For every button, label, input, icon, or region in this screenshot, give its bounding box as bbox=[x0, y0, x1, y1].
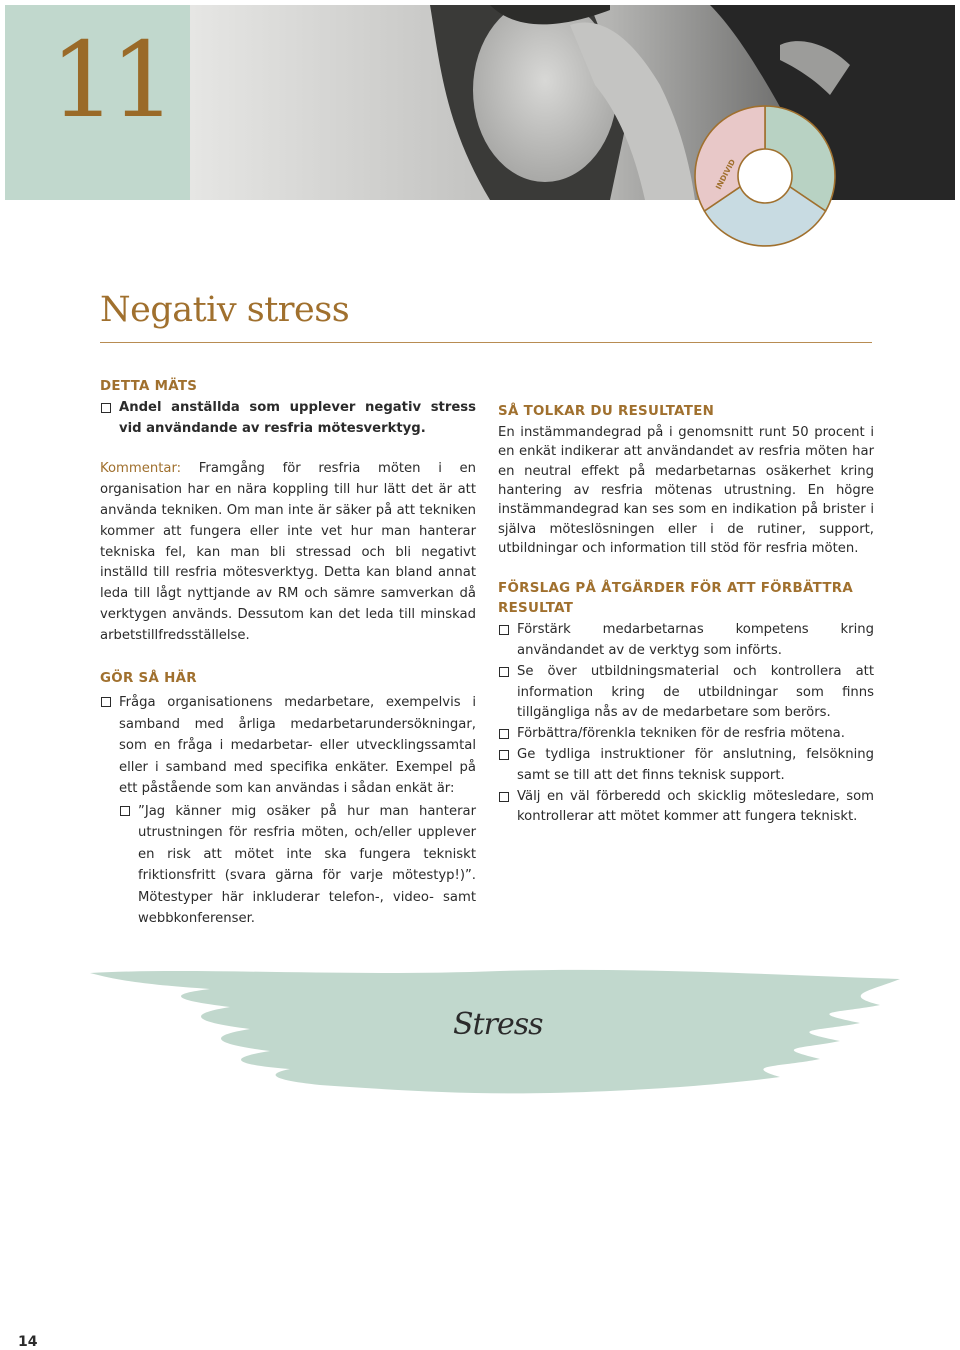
forslag-item bbox=[498, 745, 874, 787]
forslag-item bbox=[498, 724, 874, 745]
forslag-item-text: Ge tydliga instruktioner för anslutning, felsökning samt se till att det finns teknisk support. bbox=[517, 747, 874, 783]
checkbox-icon bbox=[499, 625, 509, 635]
kommentar-paragraph bbox=[100, 459, 476, 646]
wheel-label bbox=[706, 152, 746, 202]
gor-subitem bbox=[119, 801, 476, 930]
checkbox-icon bbox=[499, 667, 509, 677]
checkbox-icon bbox=[101, 697, 111, 707]
svg-text:INDIVID: INDIVID bbox=[713, 157, 738, 191]
detta-heading: DETTA MÄTS bbox=[100, 379, 198, 394]
checkbox-icon bbox=[101, 403, 111, 413]
forslag-heading: FÖRSLAG PÅ ÅTGÄRDER FÖR ATT FÖRBÄTTRA RESULTAT bbox=[498, 580, 854, 617]
gor-heading: GÖR SÅ HÄR bbox=[100, 670, 197, 686]
forslag-item-text: Förstärk medarbetarnas kompetens kring användandet av de verktyg som införts. bbox=[517, 622, 874, 659]
gor-item-text: Fråga organisationens medarbetare, exempelvis i samband med årliga medarbetarundersökningar, som en fråga i medarbetar- eller utvecklingssamtal eller i samband med specifika enkäter. Exempel på ett påstående som kan användas i sådan enkät är: bbox=[119, 695, 476, 797]
kommentar-text: Framgång för resfria möten i en organisation har en nära koppling till hur lätt det är att använda tekniken. Om man inte är säker på att tekniken kommer att fungera eller inte vet hur man hanterar tekniska fel, kan man bli stressad och bli negativt inställd till resfria mötesverktyg. Detta kan bland annat leda till lågt nyttjande av RM och sämre samverkan då verktygen används. Dessutom kan det leda till minskad arbetstillfredsställelse. bbox=[100, 461, 476, 643]
forslag-item-text: Förbättra/förenkla tekniken för de resfria mötena. bbox=[517, 726, 845, 742]
forslag-item bbox=[498, 620, 874, 662]
checkbox-icon bbox=[499, 750, 509, 760]
checkbox-icon bbox=[499, 729, 509, 739]
forslag-item-text: Välj en väl förberedd och skicklig mötesledare, som kontrollerar att mötet kommer att fungera tekniskt. bbox=[517, 788, 874, 825]
checkbox-icon bbox=[499, 792, 509, 802]
detta-item bbox=[100, 398, 476, 440]
right-column bbox=[498, 402, 874, 828]
tolkar-heading: SÅ TOLKAR DU RESULTATEN bbox=[498, 404, 715, 419]
forslag-item bbox=[498, 787, 874, 829]
chapter-number: 11 bbox=[50, 19, 171, 141]
tolkar-text: En instämmandegrad på i genomsnitt runt 50 procent i en enkät indikerar att användandet av resfria möten har en neutral effekt på medarbetarnas osäkerhet kring hantering av resfria mötenas utrustning. En högre instämmandegrad kan ses som en indikation på brister i själva möteslösningen eller i de rutiner, support, utbildningar och information till stöd för resfria möten. bbox=[498, 424, 874, 557]
page-title: Negativ stress bbox=[100, 290, 350, 330]
banner-label: Stress bbox=[453, 1007, 543, 1042]
gor-item bbox=[100, 692, 476, 800]
title-divider bbox=[100, 342, 872, 343]
left-column bbox=[100, 377, 476, 930]
forslag-item bbox=[498, 662, 874, 724]
forslag-list bbox=[498, 620, 874, 828]
kommentar-label: Kommentar: bbox=[100, 461, 182, 477]
header-photo bbox=[190, 5, 955, 200]
checkbox-icon bbox=[120, 806, 130, 816]
forslag-item-text: Se över utbildningsmaterial och kontrollera att information kring de utbildningar som finns tillgängliga nås av de medarbetare som berörs. bbox=[517, 663, 874, 721]
page-number: 14 bbox=[18, 1334, 38, 1350]
detta-item-text: Andel anställda som upplever negativ stress vid användande av resfria mötesverktyg. bbox=[119, 399, 476, 436]
gor-subitem-text: ”Jag känner mig osäker på hur man hanterar utrustningen för resfria möten, och/eller upplever en risk att mötet inte ska fungera tekniskt friktionsfritt (svara gärna för varje mötestyp!)”. Mötestyper här inkluderar telefon-, video- samt webbkonferenser. bbox=[138, 803, 476, 927]
